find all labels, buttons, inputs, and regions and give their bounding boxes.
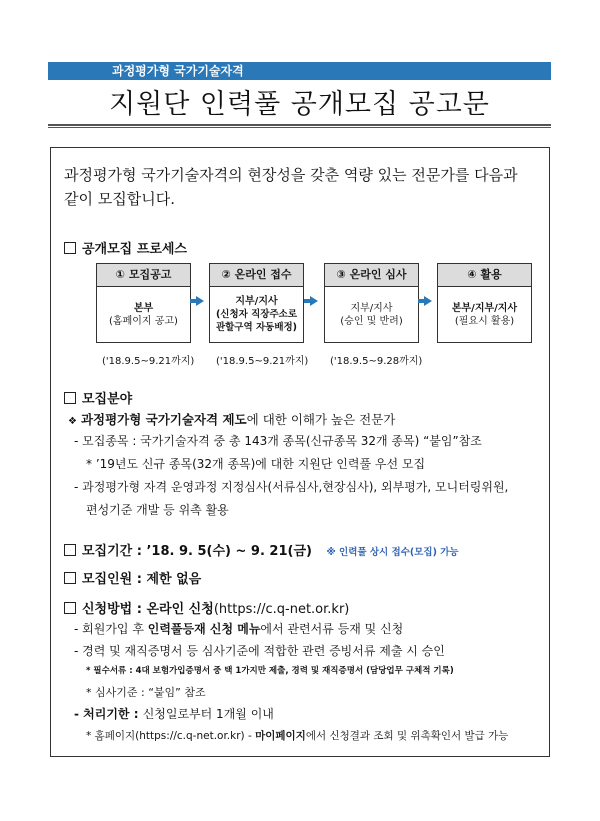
apply-line-6: * 홈페이지(https://c.q-net.or.kr) - 마이페이지에서 신청결과 조회 및 위촉확인서 발급 가능 xyxy=(86,730,509,742)
checkbox-square-icon xyxy=(64,544,76,556)
step-3-head: ③ 온라인 심사 xyxy=(324,263,419,287)
checkbox-square-icon xyxy=(64,572,76,584)
header-subtitle: 과정평가형 국가기술자격 xyxy=(112,64,244,78)
diamond-bullet-icon: ❖ xyxy=(68,416,77,427)
arrow-right-icon xyxy=(310,296,318,306)
field-line-2: * ’19년도 신규 종목(32개 종목)에 대한 지원단 인력풀 우선 모집 xyxy=(86,457,426,471)
apply-line-3: * 필수서류 : 4대 보험가입증명서 중 택 1가지만 제출, 경력 및 재직증명서 (담당업무 구체적 기록) xyxy=(86,666,454,676)
people-row: 모집인원 : 제한 없음 xyxy=(64,568,201,587)
header-subtitle-band xyxy=(48,62,551,80)
apply-heading: 신청방법 : 온라인 신청(https://c.q-net.or.kr) xyxy=(64,598,349,617)
field-heading: 모집분야 xyxy=(64,388,132,407)
step-1-date: ('18.9.5~9.21까지) xyxy=(102,356,195,367)
field-line-1: - 모집종목 : 국가기술자격 중 총 143개 종목(신규종목 32개 종목) “붙임”참조 xyxy=(74,434,482,448)
checkbox-square-icon xyxy=(64,242,76,254)
apply-line-4: * 심사기준 : “붙임” 참조 xyxy=(86,686,206,699)
intro-text: 과정평가형 국가기술자격의 현장성을 갖춘 역량 있는 전문가를 다음과 같이 모집합니다. xyxy=(64,166,518,208)
step-1-body: 본부 (홈페이지 공고) xyxy=(96,287,191,343)
title-rule xyxy=(48,124,551,126)
step-2-head: ② 온라인 접수 xyxy=(209,263,304,287)
step-1-head: ① 모집공고 xyxy=(96,263,191,287)
page-title: 지원단 인력풀 공개모집 공고문 xyxy=(109,89,490,120)
checkbox-square-icon xyxy=(64,602,76,614)
step-2-body: 지부/지사 (신청자 직장주소로 관할구역 자동배정) xyxy=(209,287,304,343)
process-heading: 공개모집 프로세스 xyxy=(64,238,187,257)
title-rule-thin xyxy=(48,127,551,128)
step-4-body: 본부/지부/지사 (필요시 활용) xyxy=(437,287,532,343)
field-line-3: - 과정평가형 자격 운영과정 지정심사(서류심사,현장심사), 외부평가, 모니터링위원, xyxy=(74,480,509,494)
arrow-right-icon xyxy=(196,296,204,306)
period-note: ※ 인력풀 상시 접수(모집) 가능 xyxy=(326,547,459,558)
step-3-date: ('18.9.5~9.28까지) xyxy=(330,356,423,367)
step-3-body: 지부/지사 (승인 및 반려) xyxy=(324,287,419,343)
period-row: 모집기간 : ’18. 9. 5(수) ~ 9. 21(금) ※ 인력풀 상시 접수(모집) 가능 xyxy=(64,540,459,559)
step-4-head: ④ 활용 xyxy=(437,263,532,287)
apply-line-1: - 회원가입 후 인력풀등재 신청 메뉴에서 관련서류 등재 및 신청 xyxy=(74,622,404,636)
step-2-date: ('18.9.5~9.21까지) xyxy=(216,356,309,367)
field-main: ❖ 과정평가형 국가기술자격 제도에 대한 이해가 높은 전문가 xyxy=(68,412,396,427)
checkbox-square-icon xyxy=(64,392,76,404)
apply-line-2: - 경력 및 재직증명서 등 심사기준에 적합한 관련 증빙서류 제출 시 승인 xyxy=(74,644,445,658)
field-line-4: 편성기준 개발 등 위촉 활용 xyxy=(86,503,229,517)
apply-line-5: - 처리기한 : 신청일로부터 1개월 이내 xyxy=(74,707,274,721)
arrow-right-icon xyxy=(424,296,432,306)
